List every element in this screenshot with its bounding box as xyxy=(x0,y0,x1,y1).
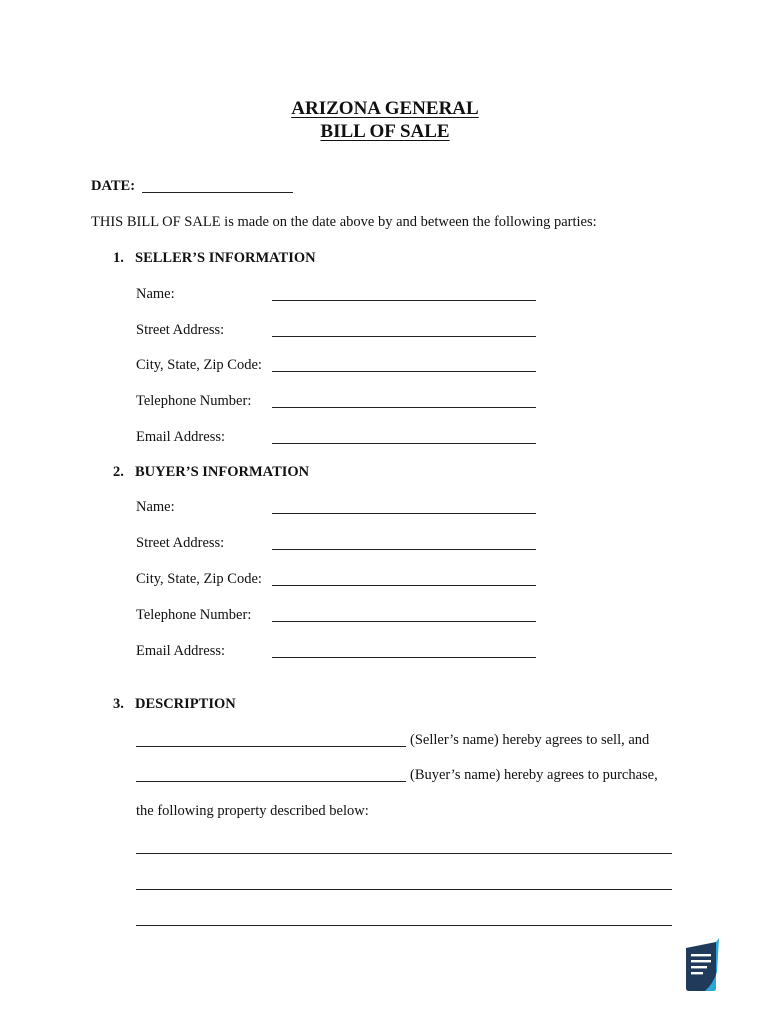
date-field[interactable] xyxy=(142,192,293,193)
buyer-email-field[interactable] xyxy=(272,657,536,658)
seller-section-title: SELLER’S INFORMATION xyxy=(135,250,316,266)
document-title-line2: BILL OF SALE xyxy=(320,121,450,142)
property-description-line-2[interactable] xyxy=(136,889,672,890)
description-buyer-name-field[interactable] xyxy=(136,781,406,782)
buyer-city-field[interactable] xyxy=(272,585,536,586)
description-seller-clause: (Seller’s name) hereby agrees to sell, and xyxy=(410,732,650,748)
intro-text: THIS BILL OF SALE is made on the date above by and between the following parties: xyxy=(91,214,597,230)
description-section-number: 3. xyxy=(113,696,124,712)
buyer-name-label: Name: xyxy=(136,499,175,515)
buyer-email-label: Email Address: xyxy=(136,643,226,659)
seller-street-label: Street Address: xyxy=(136,322,225,338)
buyer-section-number: 2. xyxy=(113,464,124,480)
property-description-line-1[interactable] xyxy=(136,853,672,854)
document-logo-icon xyxy=(683,938,719,992)
description-section-title: DESCRIPTION xyxy=(135,696,236,712)
buyer-phone-field[interactable] xyxy=(272,621,536,622)
seller-phone-field[interactable] xyxy=(272,407,536,408)
seller-city-label: City, State, Zip Code: xyxy=(136,357,262,373)
description-property-text: the following property described below: xyxy=(136,803,369,819)
property-description-line-3[interactable] xyxy=(136,925,672,926)
seller-email-field[interactable] xyxy=(272,443,536,444)
description-section-heading xyxy=(113,695,236,713)
seller-name-label: Name: xyxy=(136,286,175,302)
description-buyer-clause: (Buyer’s name) hereby agrees to purchase, xyxy=(410,767,658,783)
buyer-city-label: City, State, Zip Code: xyxy=(136,571,262,587)
seller-phone-label: Telephone Number: xyxy=(136,393,252,409)
seller-street-field[interactable] xyxy=(272,336,536,337)
seller-email-label: Email Address: xyxy=(136,429,226,445)
seller-name-field[interactable] xyxy=(272,300,536,301)
seller-city-field[interactable] xyxy=(272,371,536,372)
seller-section-number: 1. xyxy=(113,250,124,266)
buyer-street-field[interactable] xyxy=(272,549,536,550)
buyer-section-title: BUYER’S INFORMATION xyxy=(135,464,310,480)
buyer-name-field[interactable] xyxy=(272,513,536,514)
buyer-phone-label: Telephone Number: xyxy=(136,607,252,623)
buyer-section-heading xyxy=(113,463,309,481)
document-title-line1: ARIZONA GENERAL xyxy=(291,98,479,119)
date-label: DATE: xyxy=(91,178,136,194)
buyer-street-label: Street Address: xyxy=(136,535,225,551)
seller-section-heading xyxy=(113,249,316,267)
description-seller-name-field[interactable] xyxy=(136,746,406,747)
